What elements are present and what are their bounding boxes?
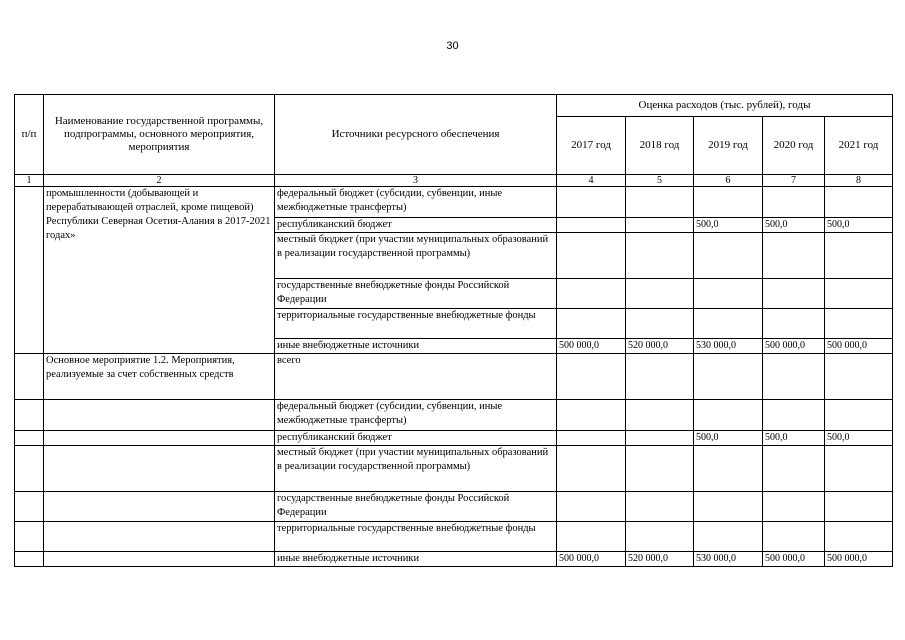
value-cell [694,279,763,309]
value-cell: 520 000,0 [626,552,694,567]
source-cell: федеральный бюджет (субсидии, субвенции, иные межбюджетные трансферты) [275,400,557,431]
value-cell: 500 000,0 [763,552,825,567]
column-number: 7 [763,175,825,187]
value-cell [825,400,893,431]
value-cell [626,233,694,279]
value-cell [626,309,694,339]
value-cell [825,309,893,339]
column-number: 1 [15,175,44,187]
value-cell [825,492,893,522]
value-cell [825,187,893,218]
source-cell: государственные внебюджетные фонды Российской Федерации [275,279,557,309]
row-number-cell [15,446,44,492]
header-year: 2018 год [626,117,694,175]
value-cell [626,187,694,218]
value-cell [763,187,825,218]
value-cell [626,522,694,552]
value-cell [763,233,825,279]
value-cell [825,233,893,279]
value-cell [626,354,694,400]
value-cell: 530 000,0 [694,552,763,567]
value-cell [763,400,825,431]
header-year: 2017 год [557,117,626,175]
value-cell: 530 000,0 [694,339,763,354]
value-cell [694,522,763,552]
header-no: п/п [15,95,44,175]
value-cell: 500,0 [825,218,893,233]
source-cell: государственные внебюджетные фонды Российской Федерации [275,492,557,522]
value-cell [694,446,763,492]
column-number: 4 [557,175,626,187]
page-number: 30 [446,40,459,52]
table-row [15,552,893,567]
value-cell [694,492,763,522]
value-cell [557,400,626,431]
item-name: Основное мероприятие 1.2. Мероприятия, реализуемые за счет собственных средств [44,354,275,400]
value-cell [626,446,694,492]
table-row [15,522,893,552]
table-row [15,400,893,431]
source-cell: всего [275,354,557,400]
row-number-cell [15,400,44,431]
value-cell [694,354,763,400]
table-row [15,492,893,522]
row-number-cell [15,354,44,400]
value-cell: 500,0 [694,431,763,446]
value-cell [557,309,626,339]
value-cell [763,354,825,400]
value-cell: 500,0 [694,218,763,233]
value-cell [763,446,825,492]
value-cell [557,522,626,552]
item-name-cell [44,400,275,431]
budget-table [14,94,893,567]
column-number: 6 [694,175,763,187]
table-row [15,187,893,218]
item-name-cell [44,522,275,552]
value-cell [763,309,825,339]
value-cell [763,279,825,309]
value-cell: 520 000,0 [626,339,694,354]
value-cell [763,522,825,552]
table-row [15,431,893,446]
header-name: Наименование государственной программы, подпрограммы, основного мероприятия, мероприятия [44,95,275,175]
source-cell: территориальные государственные внебюджетные фонды [275,522,557,552]
item-name-cell [44,552,275,567]
value-cell [557,233,626,279]
value-cell [557,446,626,492]
item-name-cell [44,492,275,522]
value-cell [557,279,626,309]
value-cell [557,431,626,446]
value-cell [825,279,893,309]
value-cell [626,400,694,431]
value-cell: 500,0 [825,431,893,446]
item-name: промышленности (добывающей и перерабатывающей отраслей, кроме пищевой) Республики Северная Осетия-Алания в 2017-2021 годах» [44,187,275,354]
value-cell [557,218,626,233]
value-cell: 500 000,0 [763,339,825,354]
row-number-cell [15,552,44,567]
value-cell [694,400,763,431]
value-cell [825,446,893,492]
source-cell: местный бюджет (при участии муниципальных образований в реализации государственной программы) [275,233,557,279]
item-name-cell [44,446,275,492]
row-number-cell [15,431,44,446]
source-cell: иные внебюджетные источники [275,552,557,567]
value-cell [626,279,694,309]
value-cell [557,354,626,400]
source-cell: республиканский бюджет [275,431,557,446]
source-cell: территориальные государственные внебюджетные фонды [275,309,557,339]
table-row [15,354,893,400]
table-row [15,446,893,492]
value-cell [557,492,626,522]
column-number: 2 [44,175,275,187]
column-number: 3 [275,175,557,187]
header-year: 2021 год [825,117,893,175]
value-cell [694,233,763,279]
column-number: 8 [825,175,893,187]
value-cell: 500,0 [763,431,825,446]
source-cell: иные внебюджетные источники [275,339,557,354]
header-year: 2019 год [694,117,763,175]
source-cell: республиканский бюджет [275,218,557,233]
value-cell: 500,0 [763,218,825,233]
value-cell: 500 000,0 [825,552,893,567]
column-number: 5 [626,175,694,187]
value-cell [694,187,763,218]
source-cell: федеральный бюджет (субсидии, субвенции, иные межбюджетные трансферты) [275,187,557,218]
header-source: Источники ресурсного обеспечения [275,95,557,175]
value-cell [626,218,694,233]
source-cell: местный бюджет (при участии муниципальных образований в реализации государственной программы) [275,446,557,492]
value-cell [626,431,694,446]
value-cell [626,492,694,522]
value-cell [694,309,763,339]
value-cell: 500 000,0 [557,339,626,354]
header-costs: Оценка расходов (тыс. рублей), годы [557,95,893,117]
value-cell [763,492,825,522]
item-name-cell [44,431,275,446]
value-cell [557,187,626,218]
value-cell: 500 000,0 [825,339,893,354]
row-number-cell [15,522,44,552]
row-number-cell [15,492,44,522]
value-cell: 500 000,0 [557,552,626,567]
value-cell [825,522,893,552]
header-year: 2020 год [763,117,825,175]
row-number-cell [15,187,44,354]
value-cell [825,354,893,400]
